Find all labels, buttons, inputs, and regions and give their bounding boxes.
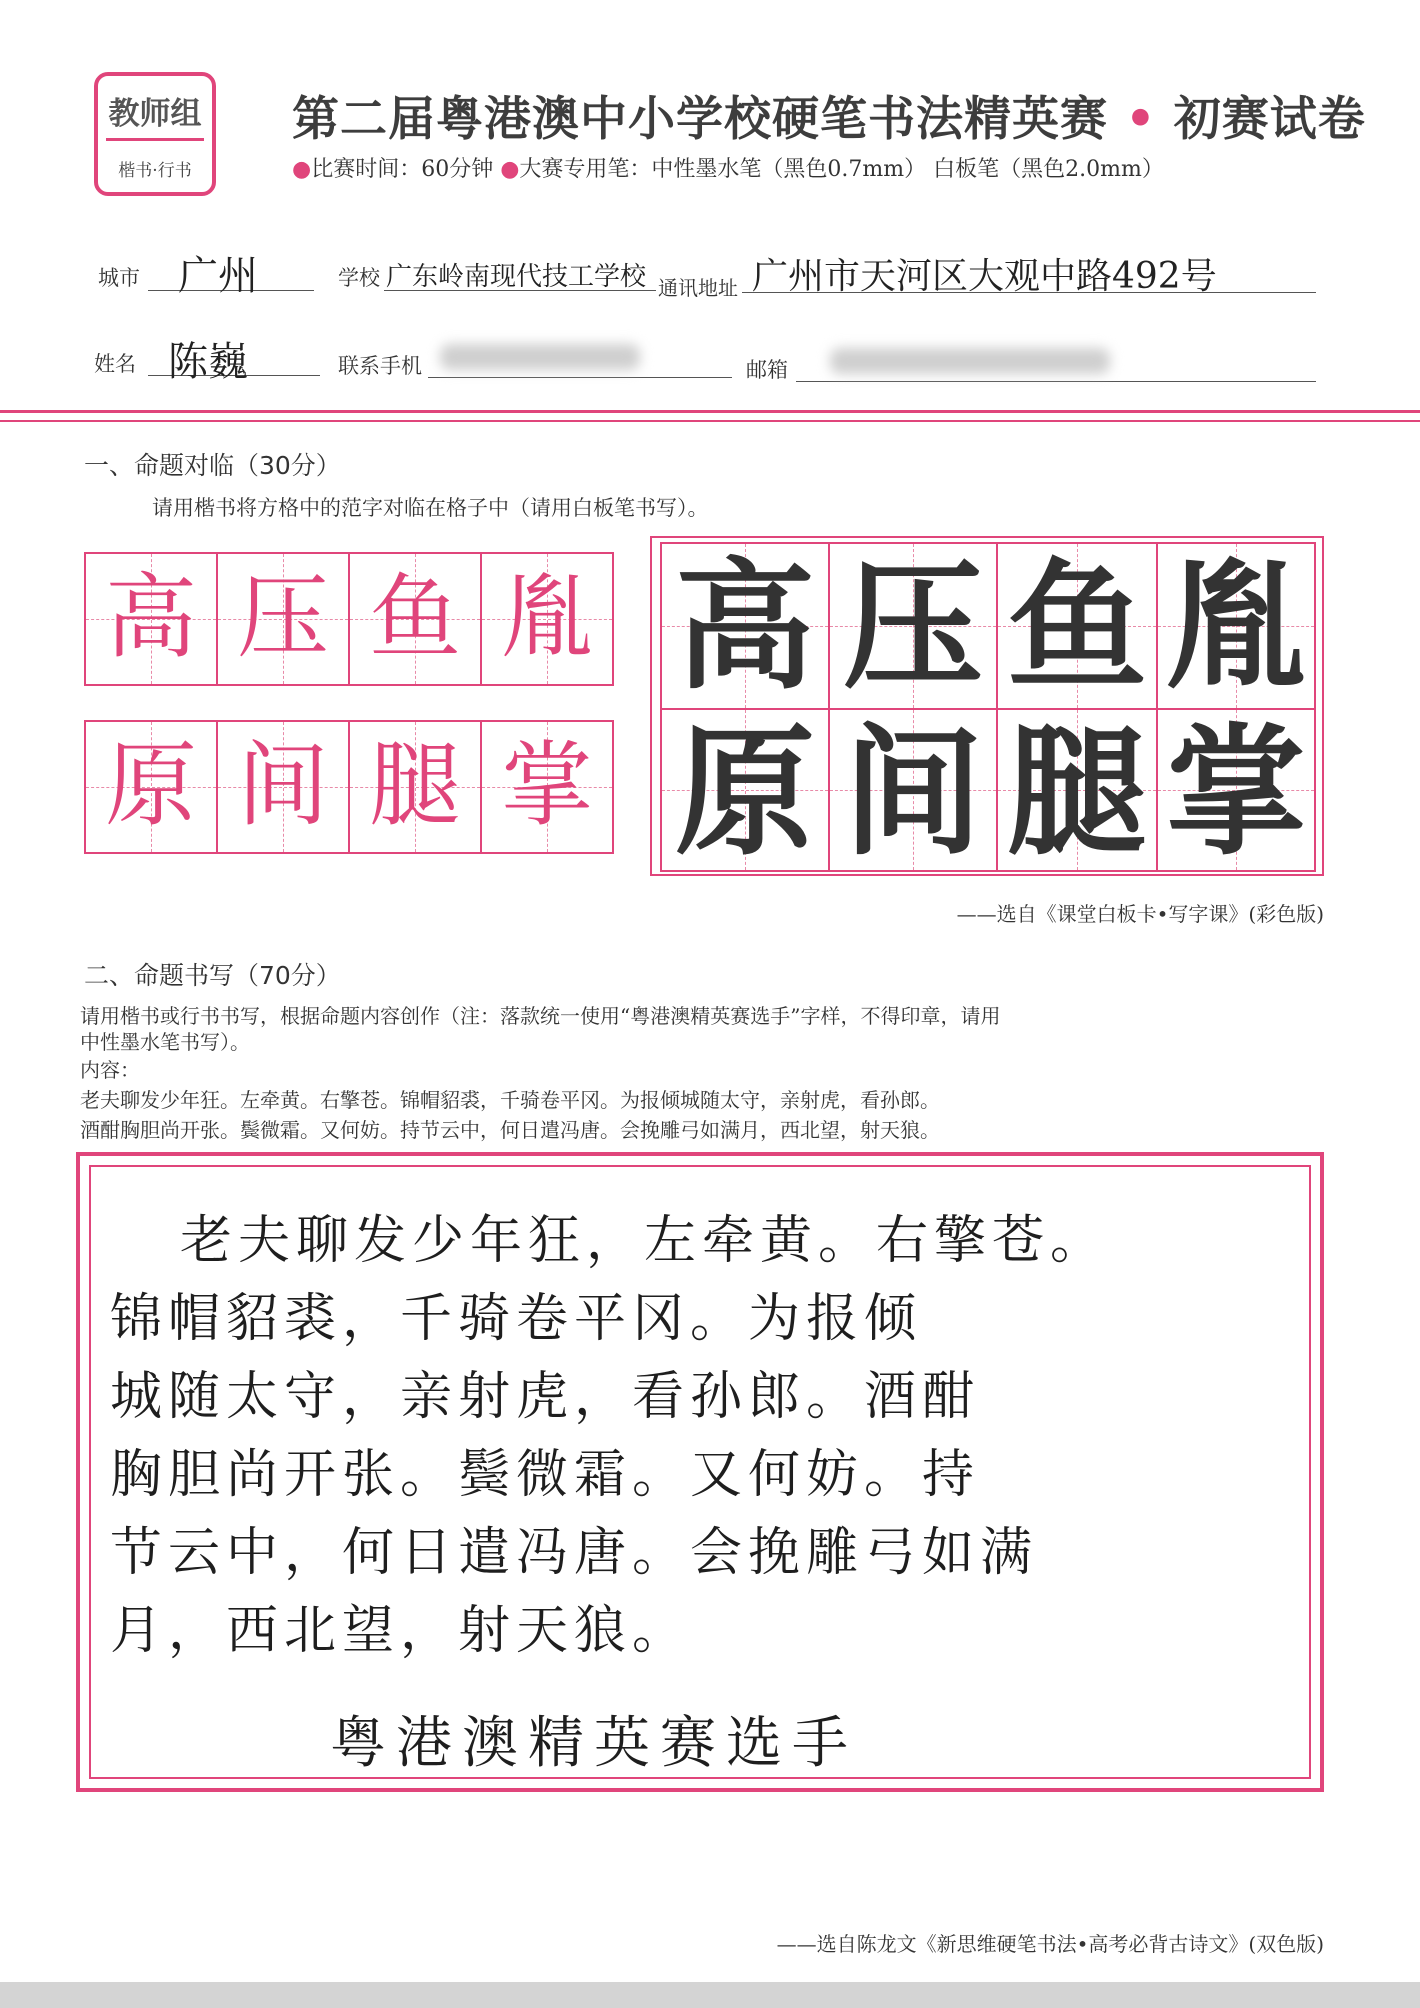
practice-grid-cell [828,542,998,710]
pink-sample-char: 掌 [500,732,593,839]
badge-title: 教师组 [108,96,202,132]
handwritten-copy-char: 掌 [1165,711,1306,875]
content-label: 内容： [80,1058,140,1082]
practice-grid-cell [660,708,830,875]
pink-sample-char: 鱼 [368,564,461,671]
poem-line2: 酒酣胸胆尚开张。鬓微霜。又何妨。持节云中，何日遣冯唐。会挽雕弓如满月，西北望，射天狼。 [80,1118,940,1142]
handwritten-copy-char: 胤 [1165,545,1306,709]
pink-grid-cell [348,552,482,686]
pink-grid-cell [348,720,482,854]
address-value: 广州市天河区大观中路492号 [752,256,1217,297]
handwritten-copy-char: 原 [674,711,815,875]
separator-top [0,410,1420,413]
pink-sample-char: 间 [236,732,329,839]
handwritten-line: 节云中，何日遣冯唐。会挽雕弓如满 [110,1523,1039,1583]
handwritten-line: 胸胆尚开张。鬓微霜。又何妨。持 [110,1445,981,1505]
pink-sample-char: 腿 [368,732,461,839]
handwritten-line: 锦帽貂裘，千骑卷平冈。为报倾 [110,1289,923,1349]
time-text: 比赛时间：60分钟 [311,157,494,182]
practice-grid-cell [660,542,830,710]
handwritten-line: 月，西北望，射天狼。 [110,1601,691,1661]
pink-sample-char: 高 [104,564,197,671]
address-label: 通讯地址 [658,276,738,300]
pink-sample-char: 压 [236,564,329,671]
handwritten-copy-char: 腿 [1006,711,1147,875]
handwritten-copy-char: 鱼 [1006,545,1147,709]
email-label: 邮箱 [746,358,788,382]
writing-area [76,1152,1324,1792]
section1-instruction: 请用楷书将方格中的范字对临在格子中（请用白板笔书写）。 [152,496,709,520]
handwritten-copy-char: 高 [674,545,815,709]
pink-grid-cell [216,720,350,854]
name-label: 姓名 [94,352,136,376]
group-badge [94,72,216,196]
school-value: 广东岭南现代技工学校 [386,262,647,292]
time-bullet: ● [292,157,312,182]
page-title [292,82,1366,149]
pink-grid-cell [84,552,218,686]
phone-redacted [440,344,640,370]
section2-heading: 二、命题书写（70分） [84,961,341,990]
practice-grid-cell [1156,542,1316,710]
practice-grid-cell [996,708,1158,875]
practice-grid-cell [1156,708,1316,875]
pen-bullet: ● [500,157,520,182]
badge-subtitle: 楷书·行书 [118,161,192,181]
pink-grid-cell [480,552,614,686]
section2-instruction-line1: 请用楷书或行书书写，根据命题内容创作（注：落款统一使用“粤港澳精英赛选手”字样，不得印章，请用 [80,1004,1001,1028]
title-main: 第二届粤港澳中小学校硬笔书法精英赛 [292,92,1108,147]
practice-grid-cell [828,708,998,875]
pink-grid-cell [84,720,218,854]
section1-source: ——选自《课堂白板卡•写字课》(彩色版) [956,902,1324,926]
city-value: 广州 [178,253,258,299]
email-line [796,381,1316,382]
handwritten-copy-char: 压 [842,545,983,709]
email-redacted [830,348,1110,374]
pink-grid-cell [480,720,614,854]
title-dot: • [1125,92,1157,147]
poem-line1: 老夫聊发少年狂。左牵黄。右擎苍。锦帽貂裘，千骑卷平冈。为报倾城随太守，亲射虎，看孙郎。 [80,1088,940,1112]
section2-source: ——选自陈龙文《新思维硬笔书法•高考必背古诗文》(双色版) [776,1932,1324,1956]
phone-label: 联系手机 [338,354,422,378]
pink-sample-char: 胤 [500,564,593,671]
pen-text: 大赛专用笔：中性墨水笔（黑色0.7mm） 白板笔（黑色2.0mm） [519,157,1164,182]
handwritten-signature: 粤港澳精英赛选手 [330,1711,858,1776]
handwritten-line: 城随太守，亲射虎，看孙郎。酒酣 [110,1367,981,1427]
section1-heading: 一、命题对临（30分） [84,451,341,480]
handwritten-copy-char: 间 [842,711,983,875]
pink-sample-char: 原 [104,732,197,839]
name-value: 陈巍 [168,339,248,385]
badge-divider [106,138,204,141]
handwritten-line: 老夫聊发少年狂，左牵黄。右擎苍。 [180,1211,1109,1271]
phone-line [428,377,732,378]
school-label: 学校 [338,266,380,290]
exam-info [292,152,1164,183]
city-label: 城市 [98,266,140,290]
section2-instruction-line2: 中性墨水笔书写）。 [80,1030,250,1054]
practice-grid-cell [996,542,1158,710]
separator-bottom [0,420,1420,422]
scan-edge-shadow [0,1982,1420,2008]
title-tail: 初赛试卷 [1173,92,1366,147]
pink-grid-cell [216,552,350,686]
